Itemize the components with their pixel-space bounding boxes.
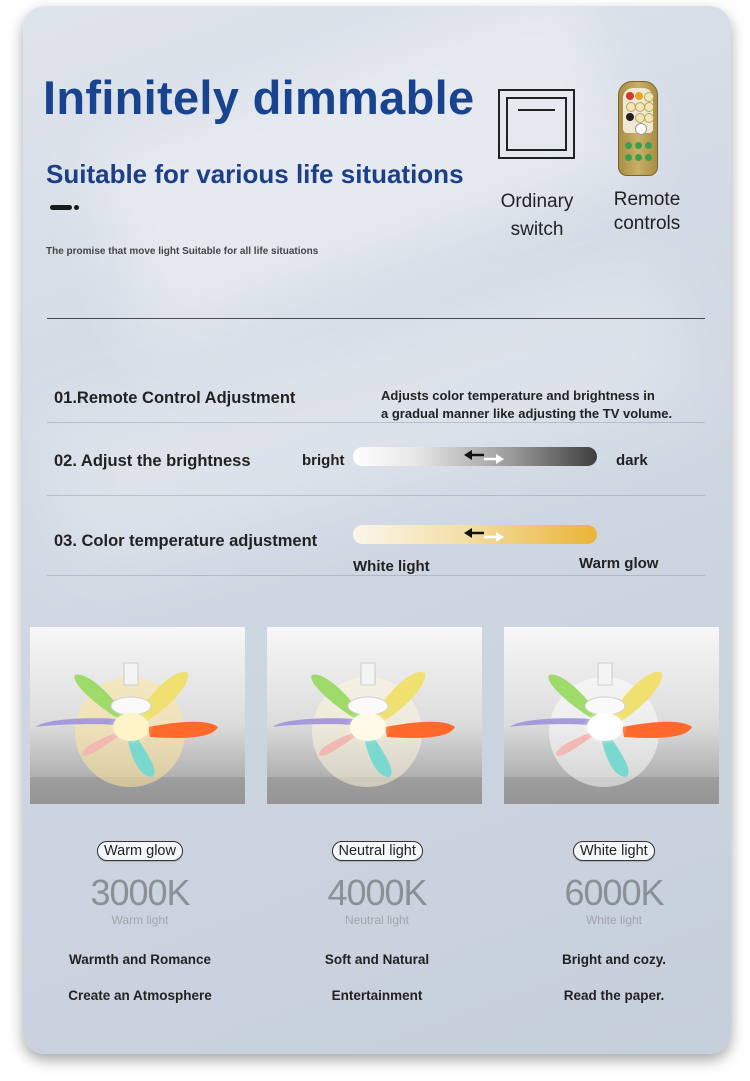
description-line1: Adjusts color temperature and brightness in bbox=[381, 388, 655, 403]
mode-benefit-line2: Read the paper. bbox=[563, 988, 665, 1003]
mode-badge: Warm glow bbox=[97, 841, 183, 861]
product-card bbox=[23, 6, 731, 1054]
page-title: Infinitely dimmable bbox=[43, 71, 475, 124]
mode-benefit-line1: Warmth and Romance bbox=[68, 952, 212, 967]
remote-control-icon bbox=[618, 81, 658, 176]
mode-benefit-line2: Create an Atmosphere bbox=[68, 988, 212, 1003]
ceiling-fan-photo bbox=[30, 627, 245, 804]
ceiling-fan-photo bbox=[504, 627, 719, 804]
decor-dash bbox=[50, 205, 72, 210]
tagline: The promise that move light Suitable for all life situations bbox=[46, 246, 319, 257]
page-subtitle: Suitable for various life situations bbox=[46, 159, 464, 189]
mode-badge: White light bbox=[573, 841, 655, 861]
color-temperature-value: 3000K bbox=[90, 872, 190, 913]
color-temperature-value: 4000K bbox=[327, 872, 427, 913]
bidirectional-arrow-icon bbox=[464, 528, 504, 542]
switch-caption-line2: switch bbox=[510, 219, 564, 240]
row-separator bbox=[47, 575, 705, 576]
mode-benefit-line2: Entertainment bbox=[331, 988, 423, 1003]
brightness-min-label: bright bbox=[302, 452, 345, 469]
remote-caption-line1: Remote bbox=[613, 189, 681, 210]
mode-benefit-line1: Soft and Natural bbox=[324, 952, 430, 967]
decor-dot bbox=[74, 205, 79, 210]
mode-benefit-line1: Bright and cozy. bbox=[561, 952, 666, 967]
switch-caption bbox=[478, 188, 596, 244]
description-line2: a gradual manner like adjusting the TV volume. bbox=[381, 406, 673, 421]
row-separator bbox=[47, 495, 705, 496]
mode-name: Warm light bbox=[111, 913, 169, 927]
remote-caption bbox=[593, 188, 701, 236]
mode-name: Neutral light bbox=[344, 913, 410, 927]
color-temperature-value: 6000K bbox=[564, 872, 664, 913]
wall-switch-icon bbox=[498, 89, 575, 159]
row-separator bbox=[47, 422, 705, 423]
adjustment-remote-label: 01.Remote Control Adjustment bbox=[54, 389, 296, 407]
white-light-label: White light bbox=[353, 558, 430, 575]
bidirectional-arrow-icon bbox=[464, 450, 504, 464]
mode-badge: Neutral light bbox=[332, 841, 423, 861]
remote-caption-line2: controls bbox=[613, 213, 681, 234]
section-divider bbox=[47, 318, 705, 319]
mode-name: White light bbox=[585, 913, 643, 927]
switch-caption-line1: Ordinary bbox=[500, 191, 574, 212]
warm-glow-label: Warm glow bbox=[579, 555, 659, 572]
brightness-max-label: dark bbox=[616, 452, 648, 469]
ceiling-fan-photo bbox=[267, 627, 482, 804]
adjustment-brightness-label: 02. Adjust the brightness bbox=[54, 452, 251, 470]
adjustment-remote-description bbox=[381, 387, 672, 423]
adjustment-color-temp-label: 03. Color temperature adjustment bbox=[54, 532, 318, 550]
